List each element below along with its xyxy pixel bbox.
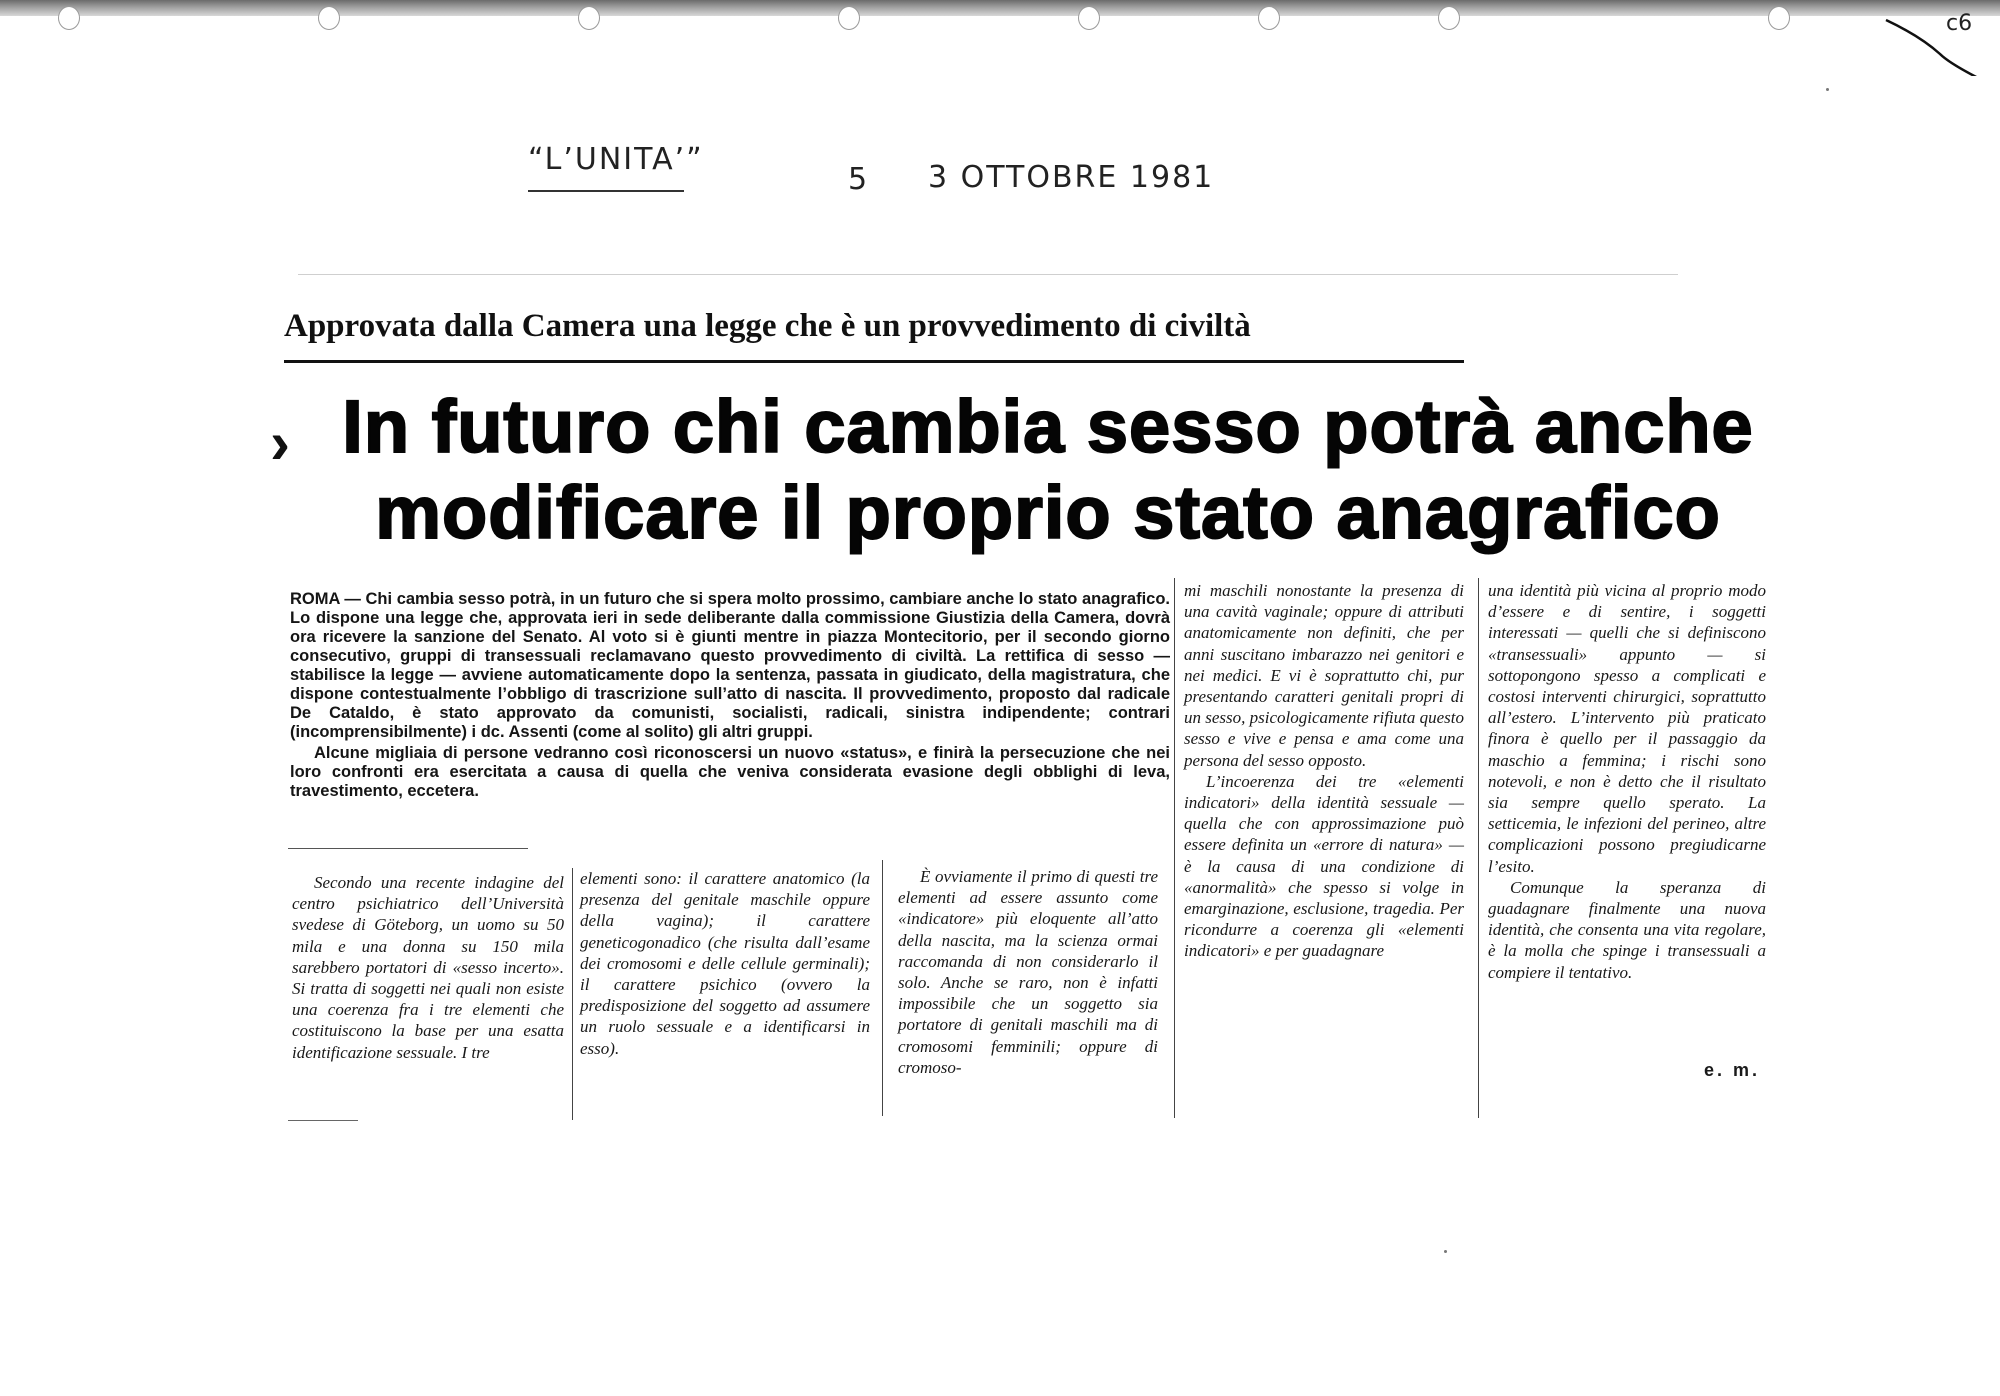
lead-separator bbox=[288, 848, 528, 849]
punch-hole bbox=[578, 6, 600, 30]
headline-line-1: In futuro chi cambia sesso potrà anche bbox=[342, 385, 1754, 468]
body-column-5 bbox=[1488, 580, 1766, 983]
body-column-2 bbox=[580, 868, 870, 1059]
handwritten-date: 3 OTTOBRE 1981 bbox=[928, 160, 1215, 195]
author-signature: e. m. bbox=[1703, 1060, 1760, 1080]
punch-hole bbox=[1438, 6, 1460, 30]
column-rule bbox=[1478, 578, 1479, 1118]
column-rule bbox=[572, 868, 573, 1120]
article-kicker: Approvata dalla Camera una legge che è un provvedimento di civiltà bbox=[284, 308, 1251, 344]
column-text: mi maschili nonostante la presenza di una cavità vaginale; oppure di attributi anatomicamente non definiti, che per anni suscitano imbarazzo nei genitori e nei medici. E vi è soprattutto chi, pur presentando caratteri genitali propri di un sesso, psicologicamente rifiuta questo sesso e vive e pensa e ama come una persona del sesso opposto. bbox=[1184, 581, 1465, 770]
scan-top-edge bbox=[0, 0, 2000, 16]
column-text: L’incoerenza dei tre «elementi indicatori» della identità sessuale — quella che con approssimazione può essere definita un «errore di natura» — è la causa di una condizione di «anormalità» che spesso si volge in emarginazione, esclusione, tragedia. Per ricondurre a coerenza gli «elementi indicatori» e per guadagnare bbox=[1184, 771, 1464, 961]
scan-speck bbox=[1826, 88, 1829, 91]
source-underline bbox=[528, 190, 684, 192]
punch-hole bbox=[58, 6, 80, 30]
newspaper-clipping bbox=[270, 268, 1778, 1138]
kicker-rule bbox=[284, 360, 1464, 363]
article-lead bbox=[290, 590, 1170, 801]
punch-hole bbox=[1078, 6, 1100, 30]
column-text: una identità più vicina al proprio modo d’essere e di sentire, i soggetti interessati — quelli che si definiscono «transessuali» appunto — si sottopongono spesso a complicati e costosi interventi chirurgici, soprattutto all’estero. L’intervento più praticato finora è quello per il passaggio da maschio a femmina; i rischi sono notevoli, e non è detto che il risultato sia sempre quello sperato. La setticemia, le infezioni del perineo, altre complicazioni possono pregiudicarne l’esito. bbox=[1488, 581, 1766, 876]
clipping-edge bbox=[298, 274, 1678, 275]
body-column-4 bbox=[1184, 580, 1464, 962]
punch-hole bbox=[1258, 6, 1280, 30]
handwritten-page-number: 5 bbox=[848, 162, 870, 197]
corner-note: c6 bbox=[1946, 11, 1973, 36]
lead-paragraph: ROMA — Chi cambia sesso potrà, in un futuro che si spera molto prossimo, cambiare anche lo stato anagrafico. Lo dispone una legge che, approvata ieri in sede deliberante dalla commissione Giustizia della Camera, dovrà ora ricevere la sanzione del Senato. Al voto si è giunti mentre in piazza Montecitorio, per il secondo giorno consecutivo, gruppi di transessuali reclamavano questo provvedimento di civiltà. La rettifica di sesso — stabilisce la legge — avviene automaticamente dopo la sentenza, passata in giudicato, della magistratura, che dispone contestualmente l’obbligo di trascrizione sull’atto di nascita. Il provvedimento, proposto dal radicale De Cataldo, è stato approvato da comunisti, socialisti, radicali, sinistra indipendente; contrari (incomprensibilmente) i dc. Assenti (come al solito) gli altri gruppi. bbox=[290, 590, 1170, 741]
lead-paragraph: Alcune migliaia di persone vedranno così riconoscersi un nuovo «status», e finirà la persecuzione che nei loro confronti era esercitata a causa di quella che veniva considerata evasione degli obblighi di leva, travestimento, eccetera. bbox=[290, 744, 1170, 800]
column-text: Comunque la speranza di guadagnare finalmente una nuova identità, che consenta una vita regolare, è la molla che spinge i transessuali a compiere il tentativo. bbox=[1488, 877, 1766, 982]
column-rule bbox=[882, 860, 883, 1116]
article-headline bbox=[328, 384, 1768, 556]
body-column-1 bbox=[292, 872, 564, 1063]
end-rule bbox=[288, 1120, 358, 1121]
column-rule bbox=[1174, 578, 1175, 1118]
handwritten-source: “L’UNITA’” bbox=[528, 142, 704, 177]
scan-speck bbox=[1444, 1250, 1447, 1253]
punch-hole bbox=[838, 6, 860, 30]
punch-hole bbox=[1768, 6, 1790, 30]
headline-line-2: modificare il proprio stato anagrafico bbox=[375, 471, 1721, 554]
column-text: È ovviamente il primo di questi tre elementi ad essere assunto come «indicatore» più eloquente all’atto della nascita, ma la scienza ormai raccomanda di non considerarlo il solo. Anche se raro, non è infatti impossibile che un soggetto sia portatore di genitali maschili ma di cromosomi femminili; oppure di cromoso- bbox=[898, 867, 1158, 1077]
punch-hole bbox=[318, 6, 340, 30]
corner-annotation bbox=[1880, 6, 1990, 76]
column-text: elementi sono: il carattere anatomico (la presenza del genitale maschile oppure della vagina); il carattere geneticogonadico (che risulta dall’esame dei cromosomi e delle cellule germinali); il carattere psichico (ovvero la predisposizione del soggetto ad assumere un ruolo sessuale e a identificarsi in esso). bbox=[580, 869, 870, 1058]
column-text: Secondo una recente indagine del centro psichiatrico dell’Università svedese di Göteborg, un uomo su 50 mila e una donna su 150 mila sarebbero portatori di «sesso incerto». Si tratta di soggetti nei quali non esiste una coerenza fra i tre elementi che costituiscono la base per una esatta identificazione sessuale. I tre bbox=[292, 873, 564, 1062]
clipping-mark-icon: › bbox=[270, 409, 290, 476]
body-column-3 bbox=[898, 866, 1158, 1078]
